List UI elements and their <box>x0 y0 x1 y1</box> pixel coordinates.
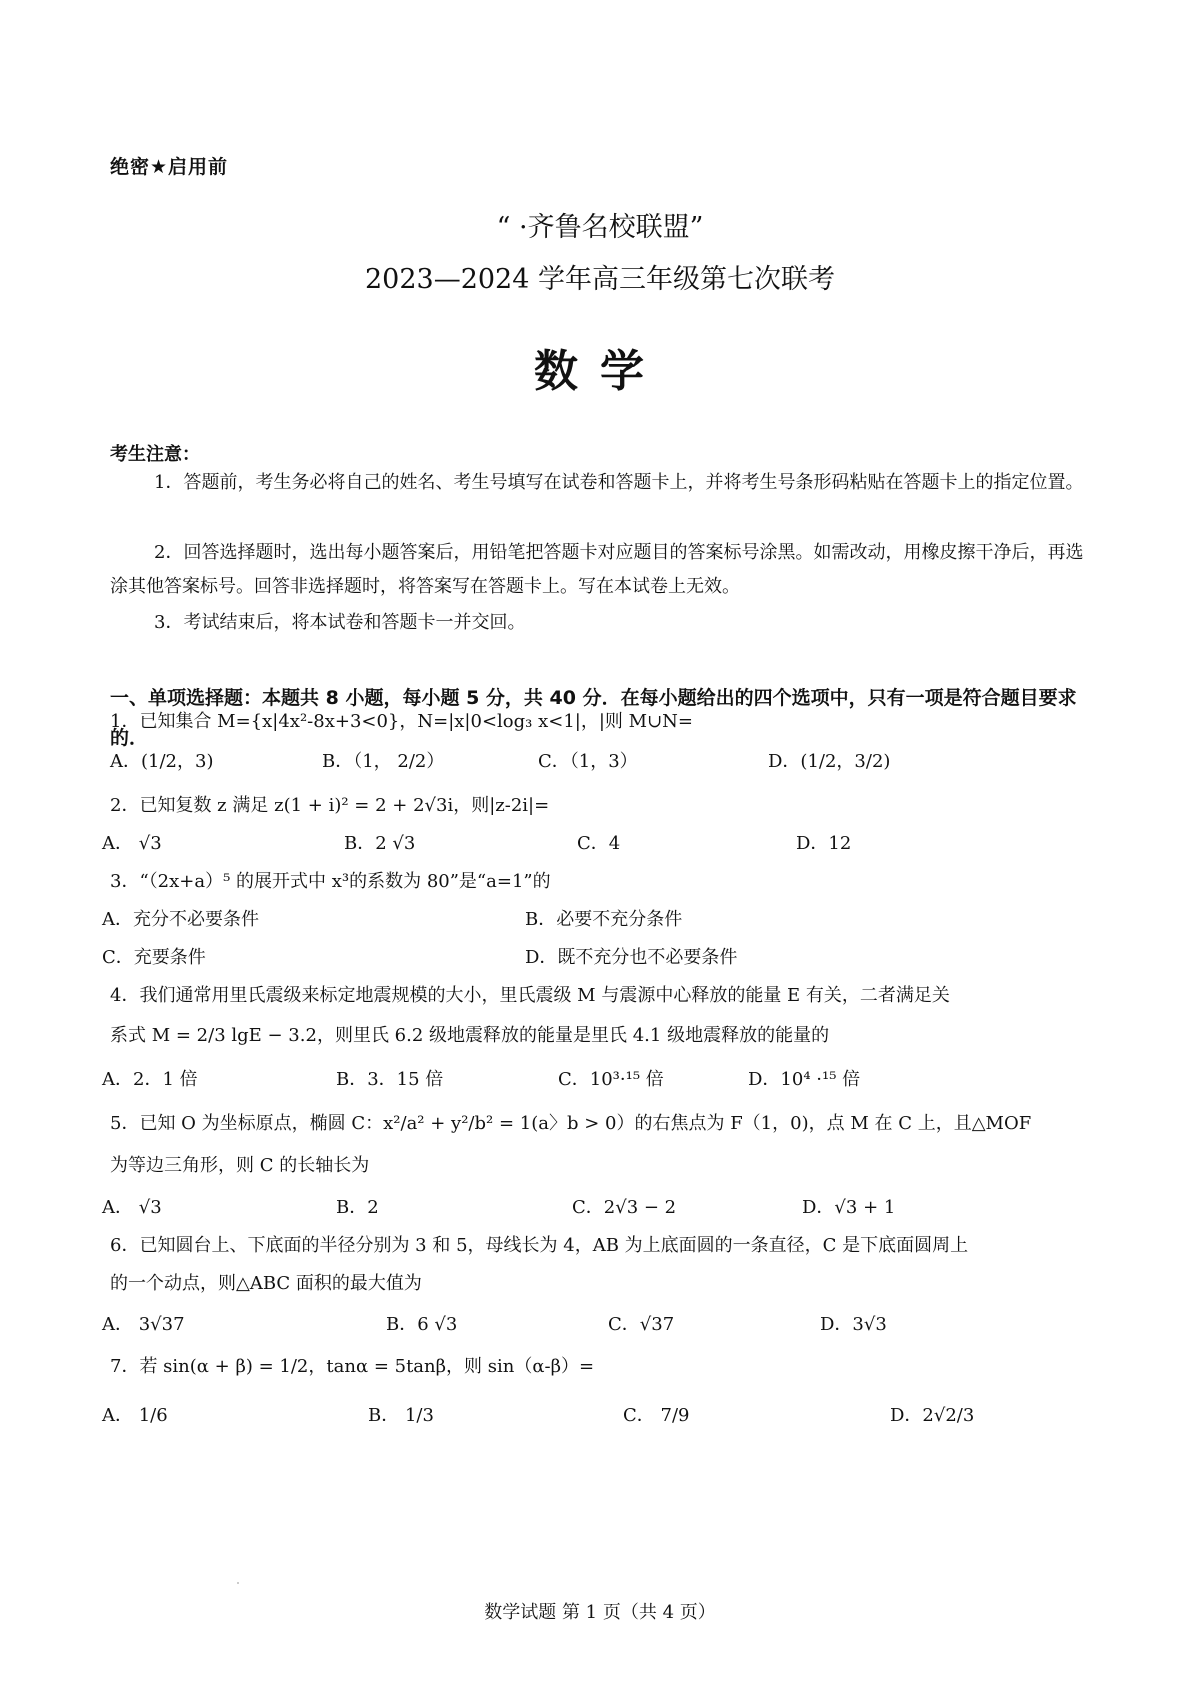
option-a: A．(1/2，3) <box>110 751 214 772</box>
option-b: B．必要不充分条件 <box>525 909 683 930</box>
option-b: B．2 <box>336 1197 379 1218</box>
notice-heading: 考生注意： <box>110 444 200 465</box>
exam-alliance-title: “ ·齐鲁名校联盟” <box>496 212 704 243</box>
option-d: D．(1/2，3/2) <box>768 751 891 772</box>
option-c: C．√37 <box>608 1314 675 1335</box>
page-footer: 数学试题 第 1 页（共 4 页） <box>484 1602 716 1623</box>
option-d: D．2√2/3 <box>890 1405 975 1426</box>
option-a: A． √3 <box>102 833 162 854</box>
option-b: B．3．15 倍 <box>336 1069 444 1090</box>
option-c: C．充要条件 <box>102 947 206 968</box>
question-stem: 3．“（2x+a）⁵ 的展开式中 x³的系数为 80”是“a=1”的 <box>110 871 551 892</box>
option-c: C．2√3 − 2 <box>572 1197 677 1218</box>
notice-item: 2．回答选择题时，选出每小题答案后，用铅笔把答题卡对应题目的答案标号涂黑。如需改动，用橡皮擦干净后，再选涂其他答案标号。回答非选择题时，将答案写在答题卡上。写在本试卷上无效。 <box>110 542 1084 597</box>
option-c: C．4 <box>577 833 621 854</box>
option-c: C．10³·¹⁵ 倍 <box>558 1069 664 1090</box>
subject-title: 数学 <box>534 346 666 397</box>
option-a: A．充分不必要条件 <box>102 909 259 930</box>
option-c: C．（1，3） <box>538 751 638 772</box>
question-stem-continued: 系式 M = 2/3 lgE − 3.2，则里氏 6.2 级地震释放的能量是里氏 4.1 级地震释放的能量的 <box>110 1025 830 1046</box>
exam-title: 2023—2024 学年高三年级第七次联考 <box>364 264 835 295</box>
question-stem: 1．已知集合 M={x|4x²-8x+3<0}，N=|x|0<log₃ x<1|，|则 M∪N= <box>110 711 693 732</box>
option-d: D．3√3 <box>820 1314 887 1335</box>
option-a: A． √3 <box>102 1197 162 1218</box>
notice-item: 3．考试结束后，将本试卷和答题卡一并交回。 <box>154 612 526 633</box>
question-stem: 7．若 sin(α + β) = 1/2，tanα = 5tanβ，则 sin（α-β）= <box>110 1356 595 1377</box>
option-a: A．2．1 倍 <box>102 1069 198 1090</box>
option-b: B． 1/3 <box>368 1405 434 1426</box>
option-a: A． 3√37 <box>102 1314 185 1335</box>
option-d: D．10⁴ ·¹⁵ 倍 <box>748 1069 861 1090</box>
question-stem-continued: 为等边三角形，则 C 的长轴长为 <box>110 1155 370 1176</box>
scan-speck <box>237 1582 239 1584</box>
question-stem: 5．已知 O 为坐标原点，椭圆 C：x²/a² + y²/b² = 1(a〉b > 0）的右焦点为 F（1，0)，点 M 在 C 上，且△MOF <box>110 1113 1032 1134</box>
section-heading: 一、单项选择题：本题共 8 小题，每小题 5 分，共 40 分．在每小题给出的四个选项中，只有一项是符合题目要求的． <box>110 687 1077 749</box>
option-a: A． 1/6 <box>102 1405 168 1426</box>
question-stem-continued: 的一个动点，则△ABC 面积的最大值为 <box>110 1273 422 1294</box>
option-b: B．6 √3 <box>386 1314 458 1335</box>
secret-label: 绝密★启用前 <box>110 156 229 178</box>
option-d: D．√3 + 1 <box>802 1197 896 1218</box>
option-c: C． 7/9 <box>623 1405 690 1426</box>
notice-item: 1．答题前，考生务必将自己的姓名、考生号填写在试卷和答题卡上，并将考生号条形码粘贴在答题卡上的指定位置。 <box>154 472 1084 493</box>
option-d: D．12 <box>796 833 852 854</box>
option-b: B．2 √3 <box>344 833 416 854</box>
question-stem: 4．我们通常用里氏震级来标定地震规模的大小，里氏震级 M 与震源中心释放的能量 E 有关，二者满足关 <box>110 985 950 1006</box>
question-stem: 6．已知圆台上、下底面的半径分别为 3 和 5，母线长为 4，AB 为上底面圆的一条直径，C 是下底面圆周上 <box>110 1235 969 1256</box>
option-d: D．既不充分也不必要条件 <box>525 947 738 968</box>
question-stem: 2．已知复数 z 满足 z(1 + i)² = 2 + 2√3i，则|z-2i|= <box>110 795 550 816</box>
option-b: B．（1， 2/2） <box>322 751 445 772</box>
